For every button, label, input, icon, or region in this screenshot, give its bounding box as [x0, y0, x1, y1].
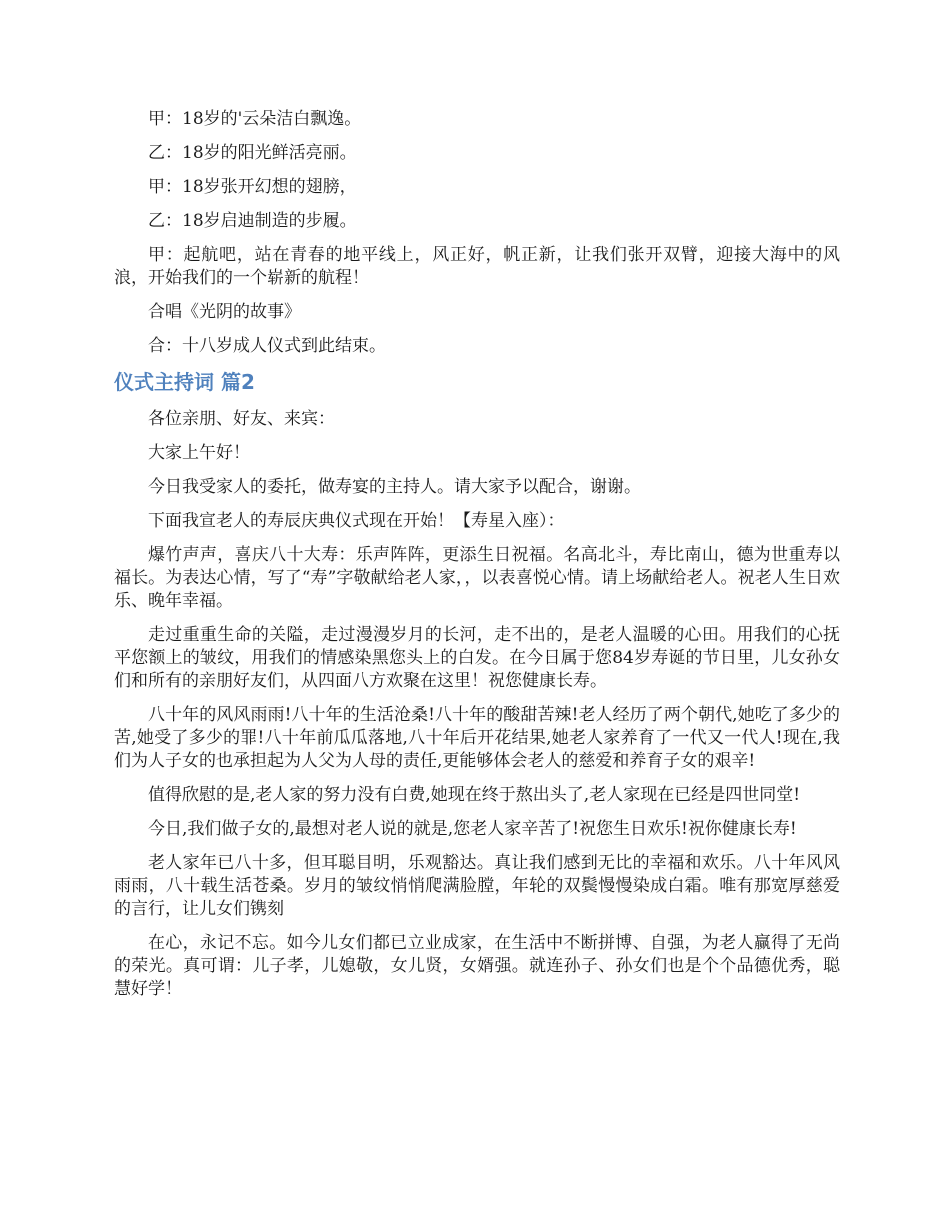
paragraph-4: 乙：18岁启迪制造的步履。 — [148, 211, 357, 231]
paragraph-11: 下面我宣老人的寿辰庆典仪式现在开始！【寿星入座）： — [148, 511, 565, 531]
paragraph-16: 今日,我们做子女的,最想对老人说的就是,您老人家辛苦了!祝您生日欢乐!祝你健康长寿! — [148, 819, 797, 839]
paragraph-15: 值得欣慰的是,老人家的努力没有白费,她现在终于熬出头了,老人家现在已经是四世同堂! — [148, 785, 801, 805]
paragraph-8: 各位亲朋、好友、来宾： — [148, 409, 335, 429]
paragraph-5: 甲：起航吧，站在青春的地平线上，风正好，帆正新，让我们张开双臂，迎接大海中的风浪，开始我们的一个崭新的航程！ — [114, 245, 840, 288]
paragraph-10: 今日我受家人的委托，做寿宴的主持人。请大家予以配合，谢谢。 — [148, 477, 641, 497]
paragraph-12: 爆竹声声，喜庆八十大寿：乐声阵阵，更添生日祝福。名高北斗，寿比南山，德为世重寿以福长。为表达心情，写了“寿”字敬献给老人家，，以表喜悦心情。请上场献给老人。祝老人生日欢乐、晚年幸福。 — [114, 545, 840, 611]
paragraph-13: 走过重重生命的关隘，走过漫漫岁月的长河，走不出的，是老人温暖的心田。用我们的心抚平您额上的皱纹，用我们的情感染黑您头上的白发。在今日属于您84岁寿诞的节日里，儿女孙女们和所有的亲朋好友们，从四面八方欢聚在这里！祝您健康长寿。 — [114, 625, 840, 691]
paragraph-14: 八十年的风风雨雨!八十年的生活沧桑!八十年的酸甜苦辣!老人经历了两个朝代,她吃了多少的苦,她受了多少的罪!八十年前瓜瓜落地,八十年后开花结果,她老人家养育了一代又一代人!现在,我们为人子女的也承担起为人父为人母的责任,更能够体会老人的慈爱和养育子女的艰辛! — [114, 705, 840, 771]
paragraph-6: 合唱《光阴的故事》 — [148, 302, 301, 322]
paragraph-1: 甲：18岁的'云朵洁白飘逸。 — [148, 109, 362, 129]
paragraph-2: 乙：18岁的阳光鲜活亮丽。 — [148, 143, 357, 163]
paragraph-3: 甲：18岁张开幻想的翅膀， — [148, 177, 357, 197]
paragraph-18: 在心，永记不忘。如今儿女们都已立业成家，在生活中不断拼博、自强，为老人赢得了无尚的荣光。真可谓：儿子孝，儿媳敬，女儿贤，女婿强。就连孙子、孙女们也是个个品德优秀，聪慧好学！ — [114, 933, 840, 999]
paragraph-7: 合：十八岁成人仪式到此结束。 — [148, 336, 386, 356]
document-page — [114, 108, 840, 1012]
section-heading: 仪式主持词 篇2 — [114, 370, 255, 394]
paragraph-9: 大家上午好！ — [148, 443, 250, 463]
paragraph-17: 老人家年已八十多，但耳聪目明，乐观豁达。真让我们感到无比的幸福和欢乐。八十年风风雨雨，八十载生活苍桑。岁月的皱纹悄悄爬满脸膛，年轮的双鬓慢慢染成白霜。唯有那宽厚慈爱的言行，让儿女们镌刻 — [114, 853, 840, 919]
